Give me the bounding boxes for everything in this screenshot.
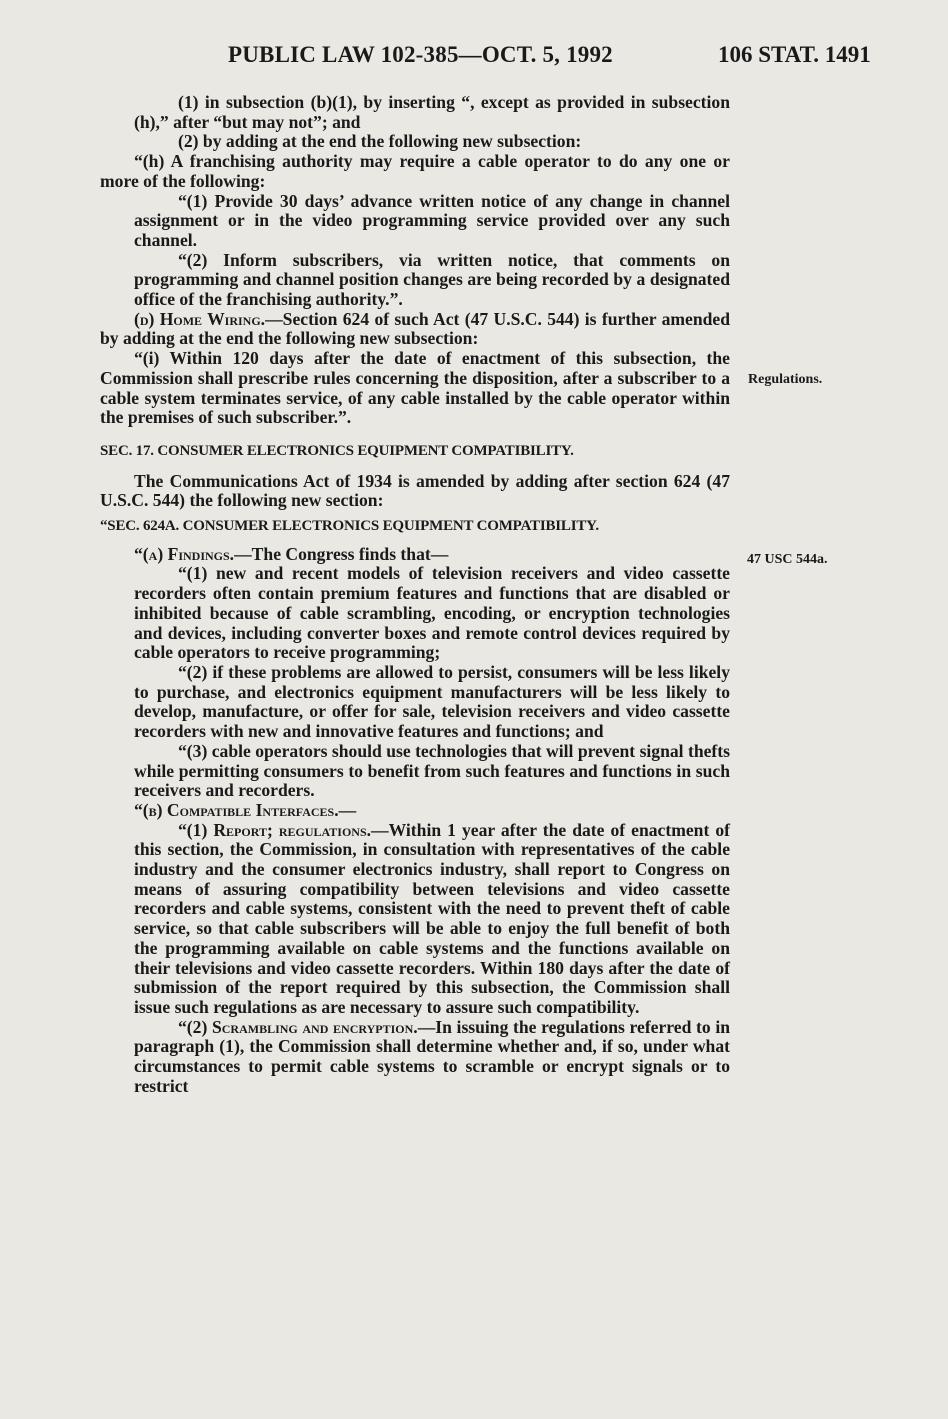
paragraph-2: (2) by adding at the end the following new subsection: <box>178 131 582 152</box>
report-regulations-heading: “(1) Report; regulations. <box>178 819 372 840</box>
margin-note-regulations: Regulations. <box>748 372 823 387</box>
subsection-h-intro: “(h) A franchising authority may require a cable operator to do any one or more of the following: <box>100 151 730 191</box>
subsection-d-heading: (d) Home Wiring. <box>134 308 266 329</box>
scrambling-encryption-heading: “(2) Scrambling and encryption. <box>178 1016 418 1037</box>
subsection-i: “(i) Within 120 days after the date of enactment of this subsection, the Commission shall prescribe rules concerning the disposition, after a subscriber to a cable system terminates service, of any cable installed by the cable operator within the premises of such subscriber.”. <box>100 348 730 428</box>
section-17-heading: SEC. 17. CONSUMER ELECTRONICS EQUIPMENT COMPATIBILITY. <box>100 442 574 459</box>
header-stat-page: 106 STAT. 1491 <box>718 42 871 67</box>
scrambling-encryption <box>100 1018 730 1097</box>
finding-1: “(1) new and recent models of television receivers and video cassette recorders often contain premium features and functions that are disabled or inhibited because of cable scrambling, encoding, or encryption technologies and devices, including converter boxes and remote control devices required by cable operators to receive programming; <box>134 563 730 663</box>
findings-heading: “(a) Findings. <box>134 543 235 564</box>
report-regulations <box>100 821 730 1018</box>
finding-2: “(2) if these problems are allowed to persist, consumers will be less likely to purchase, and electronics equipment manufacturers will be less likely to develop, manufacture, or offer for sale, television receivers and video cassette recorders with new and innovative features and functions; and <box>134 661 730 742</box>
subsection-h-2: “(2) Inform subscribers, via written notice, that comments on programming and channel position changes are being recorded by a designated office of the franchising authority.”. <box>134 249 730 310</box>
subsection-h-1: “(1) Provide 30 days’ advance written notice of any change in channel assignment or in the video programming service provided over any such channel. <box>134 190 730 250</box>
report-regulations-text: —Within 1 year after the date of enactment of this section, the Commission, in consultation with representatives of the cable industry and the consumer electronics industry, shall report to Congress on means of assuring compatibility between televisions and video cassette recorders and cable systems, consistent with the need to prevent theft of cable service, so that cable subscribers will be able to enjoy the full benefit of both the programming available on cable systems and the functions available on their televisions and video cassette recorders. Within 180 days after the date of submission of the report required by this subsection, the Commission shall issue such regulations as are necessary to assure such compatibility. <box>134 819 730 1017</box>
header-law-citation: PUBLIC LAW 102-385—OCT. 5, 1992 <box>228 42 613 67</box>
section-17-intro: The Communications Act of 1934 is amended by adding after section 624 (47 U.S.C. 544) the following new section: <box>100 470 730 511</box>
findings <box>100 545 730 565</box>
finding-3: “(3) cable operators should use technologies that will prevent signal thefts while permitting consumers to benefit from such features and functions in such receivers and recorders. <box>134 740 730 801</box>
findings-text: —The Congress finds that— <box>234 543 449 564</box>
paragraph-1: (1) in subsection (b)(1), by inserting “, except as provided in subsection (h),” after “but may not”; and <box>134 92 730 132</box>
compatible-interfaces-text: — <box>338 799 357 820</box>
margin-note-usc: 47 USC 544a. <box>747 552 828 567</box>
compatible-interfaces <box>100 801 730 821</box>
section-624a-heading: “SEC. 624A. CONSUMER ELECTRONICS EQUIPMENT COMPATIBILITY. <box>100 518 599 535</box>
scrambling-encryption-text: —In issuing the regulations referred to in paragraph (1), the Commission shall determine whether and, if so, under what circumstances to permit cable systems to scramble or encrypt signals or to restrict <box>134 1016 730 1096</box>
statute-body <box>100 93 730 1096</box>
running-header <box>0 38 948 72</box>
subsection-d-text: —Section 624 of such Act (47 U.S.C. 544) is further amended by adding at the end the following new subsection: <box>100 308 730 349</box>
subsection-d <box>100 310 730 349</box>
compatible-interfaces-heading: “(b) Compatible Interfaces. <box>134 799 339 820</box>
